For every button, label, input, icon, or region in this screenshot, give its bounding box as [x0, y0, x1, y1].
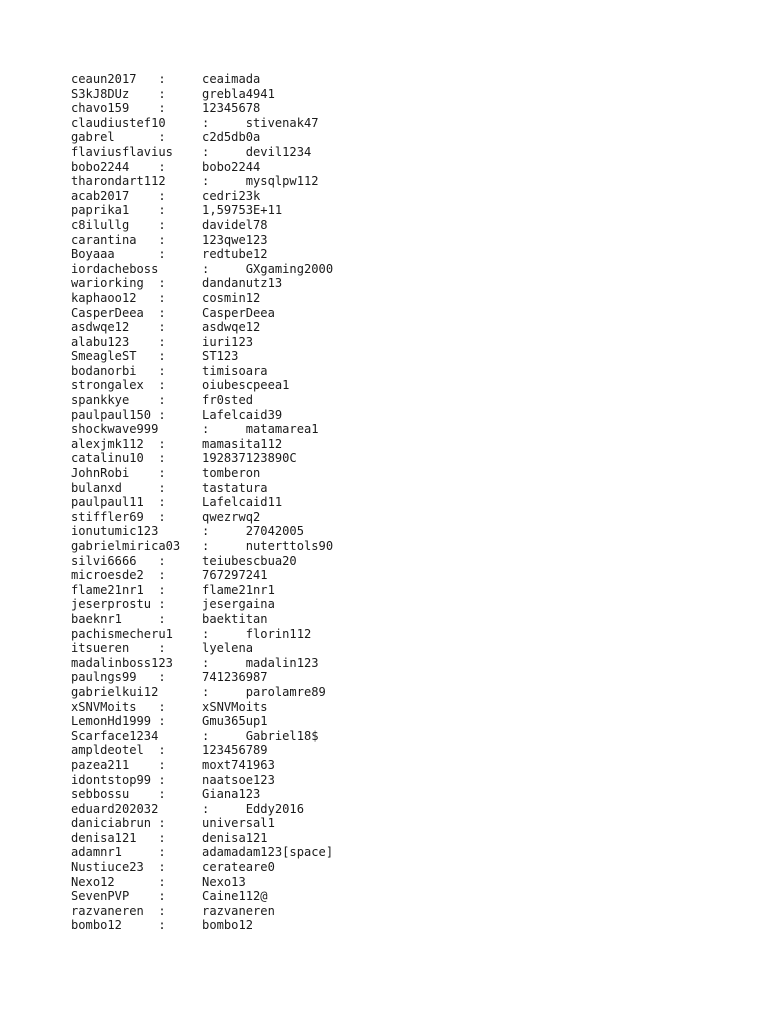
- text-line: madalinboss123 : madalin123: [71, 655, 319, 670]
- text-line: silvi6666 : teiubescbua20: [71, 553, 297, 568]
- text-line: gabrielmirica03 : nuterttols90: [71, 539, 334, 553]
- text-line: acab2017 : cedri23k: [71, 188, 261, 203]
- text-line: adamnr1 : adamadam123[space]: [71, 845, 334, 860]
- text-line: wariorking : dandanutz13: [71, 276, 283, 291]
- text-line: paulpaul11 : Lafelcaid11: [71, 495, 283, 510]
- text-line: chavo159 : 12345678: [71, 101, 261, 116]
- text-line: Nexo12 : Nexo13: [71, 874, 246, 889]
- text-line: alexjmk112 : mamasita112: [71, 436, 283, 451]
- text-line: xSNVMoits : xSNVMoits: [71, 699, 268, 714]
- text-line: JohnRobi : tomberon: [71, 466, 261, 481]
- text-line: SevenPVP : Caine112@: [71, 889, 268, 904]
- text-line: tharondart112 : mysqlpw112: [71, 174, 319, 189]
- text-line: shockwave999 : matamarea1: [71, 422, 319, 437]
- text-line: pachismecheru1 : florin112: [71, 626, 312, 641]
- text-line: bombo12 : bombo12: [71, 918, 254, 933]
- text-line: alabu123 : iuri123: [71, 334, 254, 349]
- text-line: SmeagleST : ST123: [71, 349, 239, 364]
- text-line: bodanorbi : timisoara: [71, 363, 268, 378]
- text-line: paulngs99 : 741236987: [71, 670, 268, 685]
- text-line: ionutumic123 : 27042005: [71, 524, 304, 539]
- text-line: idontstop99 : naatsoe123: [71, 772, 275, 787]
- text-line: carantina : 123qwe123: [71, 232, 268, 247]
- text-line: iordacheboss : GXgaming2000: [71, 261, 334, 276]
- text-line: bulanxd : tastatura: [71, 480, 268, 495]
- text-line: LemonHd1999 : Gmu365up1: [71, 714, 268, 729]
- text-line: flaviusflavius : devil1234: [71, 144, 312, 159]
- text-line: S3kJ8DUz : grebla4941: [71, 86, 275, 101]
- text-line: flame21nr1 : flame21nr1: [71, 582, 275, 597]
- text-line: Nustiuce23 : cerateare0: [71, 860, 275, 875]
- text-line: Boyaaa : redtube12: [71, 247, 268, 262]
- text-document-body: [71, 72, 333, 933]
- text-line: catalinu10 : 192837123890C: [71, 451, 297, 466]
- text-line: daniciabrun : universal1: [71, 816, 275, 831]
- text-line: razvaneren : razvaneren: [71, 903, 275, 918]
- text-line: itsueren : lyelena: [71, 641, 254, 656]
- text-line: ceaun2017 : ceaimada: [71, 72, 261, 86]
- text-line: CasperDeea : CasperDeea: [71, 305, 275, 320]
- text-line: spankkye : fr0sted: [71, 393, 254, 408]
- text-line: jeserprostu : jesergaina: [71, 597, 275, 612]
- text-line: microesde2 : 767297241: [71, 568, 268, 583]
- text-line: asdwqe12 : asdwqe12: [71, 320, 261, 335]
- text-line: gabrielkui12 : parolamre89: [71, 684, 326, 699]
- text-line: denisa121 : denisa121: [71, 830, 268, 845]
- text-line: sebbossu : Giana123: [71, 787, 261, 802]
- text-line: bobo2244 : bobo2244: [71, 159, 261, 174]
- text-line: paulpaul150 : Lafelcaid39: [71, 407, 283, 422]
- text-line: gabrel : c2d5db0a: [71, 130, 261, 145]
- text-line: pazea211 : moxt741963: [71, 757, 275, 772]
- text-line: kaphaoo12 : cosmin12: [71, 290, 261, 305]
- text-line: paprika1 : 1,59753E+11: [71, 203, 283, 218]
- text-line: baeknr1 : baektitan: [71, 611, 268, 626]
- text-line: Scarface1234 : Gabriel18$: [71, 728, 319, 743]
- text-line: eduard202032 : Eddy2016: [71, 801, 304, 816]
- text-line: strongalex : oiubescpeea1: [71, 378, 290, 393]
- text-line: claudiustef10 : stivenak47: [71, 115, 319, 130]
- text-line: c8ilullg : davidel78: [71, 217, 268, 232]
- text-line: stiffler69 : qwezrwq2: [71, 509, 261, 524]
- text-line: ampldeotel : 123456789: [71, 743, 268, 758]
